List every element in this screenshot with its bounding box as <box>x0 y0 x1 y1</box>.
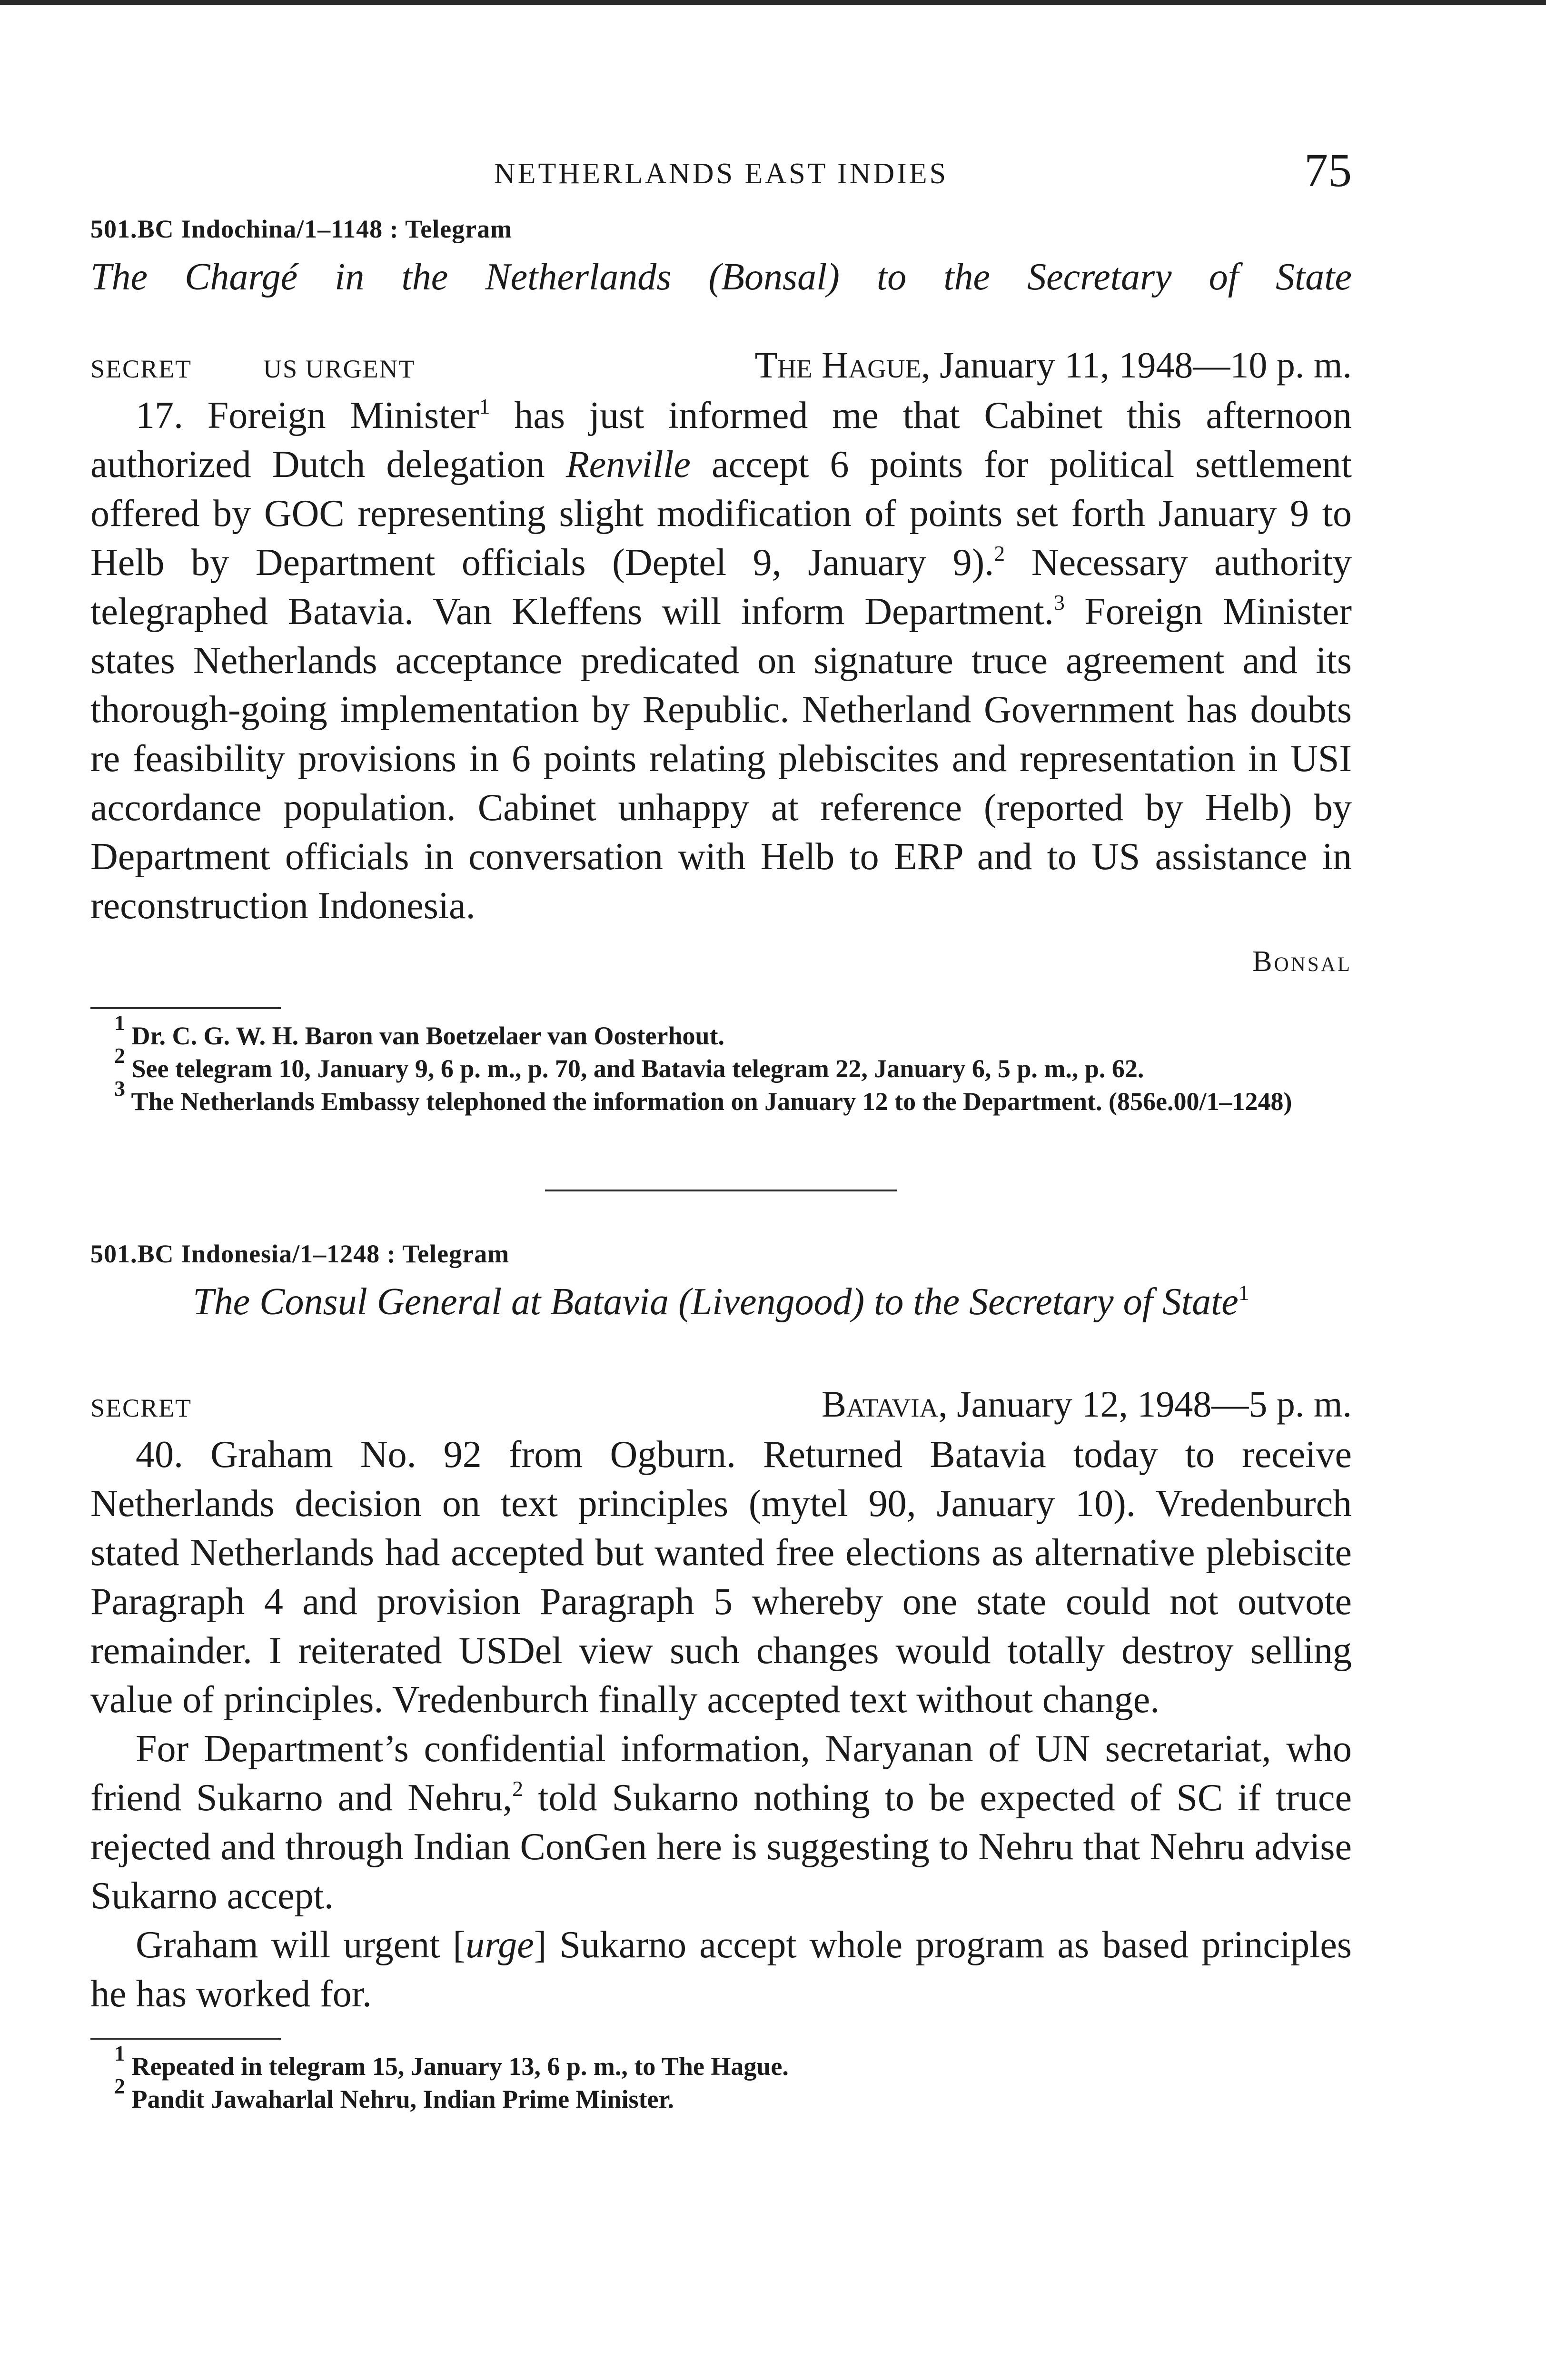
footnote-number: 3 <box>114 1076 125 1101</box>
running-header <box>90 133 1352 200</box>
footnote-number: 2 <box>114 1043 125 1068</box>
doc1-body-paragraph <box>90 391 1352 931</box>
doc2-file-reference: 501.BC Indonesia/1–1248 : Telegram <box>90 1240 510 1268</box>
doc2-body-paragraph-2 <box>90 1725 1352 1921</box>
footnote-separator <box>90 1007 281 1009</box>
doc2-date: , January 12, 1948—5 p. m. <box>938 1383 1352 1425</box>
doc2-body-paragraph-3 <box>90 1921 1352 2019</box>
doc1-footnotes <box>90 1011 1352 1118</box>
doc1-urgency: US URGENT <box>263 355 416 383</box>
ship-name: Renville <box>565 444 691 486</box>
footnote-number: 1 <box>114 2041 125 2065</box>
footnote <box>90 2074 1352 2116</box>
doc2-place: Batavia <box>822 1383 939 1425</box>
page-number: 75 <box>1304 144 1352 197</box>
doc2-body-text: Graham will urgent [ <box>136 1924 466 1966</box>
doc2-footnotes <box>90 2041 1352 2116</box>
top-edge-rule <box>0 0 1546 5</box>
doc2-dateline <box>822 1383 1352 1426</box>
doc2-body-text: told Sukarno nothing to be expected of SC if truce rejected and through Indian ConGen here is suggesting to Nehru that Nehru advise Sukarno accept. <box>90 1777 1352 1917</box>
footnote-number: 2 <box>114 2074 125 2098</box>
footnote-marker: 1 <box>1238 1280 1249 1305</box>
footnote-text: Pandit Jawaharlal Nehru, Indian Prime Minister. <box>125 2085 674 2113</box>
doc2-title <box>90 1278 1352 1326</box>
editorial-correction: urge <box>466 1924 534 1966</box>
doc1-dateline <box>755 344 1352 387</box>
doc1-classification: SECRET <box>90 355 192 383</box>
doc1-body-text: 17. Foreign Minister <box>136 395 479 436</box>
doc1-signature <box>90 945 1352 979</box>
doc1-file-reference: 501.BC Indochina/1–1148 : Telegram <box>90 215 513 243</box>
doc2-body-text: 40. Graham No. 92 from Ogburn. Returned Batavia today to receive Netherlands decision on text principles (mytel 90, January 10). Vredenburch stated Netherlands had accepted but wanted free elections as alternative plebiscite Paragraph 4 and provision Paragraph 5 whereby one state could not outvote remainder. I reiterated USDel view such changes would totally destroy selling value of principles. Vredenburch finally accepted text without change. <box>90 1434 1352 1721</box>
footnote-text: See telegram 10, January 9, 6 p. m., p. 70, and Batavia telegram 22, January 6, 5 p. m., p. 62. <box>125 1054 1144 1083</box>
running-title: NETHERLANDS EAST INDIES <box>494 158 949 190</box>
doc1-body-text: Necessary authority telegraphed Batavia. Van Kleffens will inform Department. <box>90 542 1352 633</box>
doc2-body-text: ] Sukarno accept whole program as based principles he has worked for. <box>90 1924 1352 2015</box>
doc1-body-text: has just informed me that Cabinet this afternoon authorized Dutch delegation <box>90 395 1352 486</box>
doc1-body-text: Foreign Minister states Netherlands acceptance predicated on signature truce agreement and its thorough-going implementation by Republic. Netherland Government has doubts re feasibility provisions in 6 points relating plebiscites and representation in USI accordance population. Cabinet unhappy at reference (reported by Helb) by Department officials in conversation with Helb to ERP and to US assistance in reconstruction Indonesia. <box>90 591 1352 927</box>
footnote <box>90 1043 1352 1085</box>
footnote-text: Repeated in telegram 15, January 13, 6 p. m., to The Hague. <box>125 2052 789 2081</box>
footnote-marker: 1 <box>479 394 490 418</box>
doc2-body-paragraph-1 <box>90 1430 1352 1725</box>
doc2-classification: SECRET <box>90 1394 192 1422</box>
footnote <box>90 1076 1352 1118</box>
footnote-text: Dr. C. G. W. H. Baron van Boetzelaer van Oosterhout. <box>125 1021 725 1050</box>
footnote-separator <box>90 2038 281 2040</box>
footnote-marker: 3 <box>1053 590 1065 615</box>
doc1-classification-line <box>90 344 1352 387</box>
doc1-signature-text: Bonsal <box>1252 945 1352 978</box>
footnote <box>90 2041 1352 2083</box>
document-page <box>90 133 1352 2116</box>
footnote-text: The Netherlands Embassy telephoned the information on January 12 to the Department. (856e.00/1–1248) <box>125 1087 1292 1116</box>
footnote-marker: 2 <box>512 1776 524 1801</box>
footnote <box>90 1011 1352 1052</box>
doc2-classification-line <box>90 1383 1352 1426</box>
doc2-body-text: For Department’s confidential information, Naryanan of UN secretariat, who friend Sukarno and Nehru, <box>90 1728 1352 1819</box>
doc1-body-text: accept 6 points for political settlement offered by GOC representing slight modification of points set forth January 9 to Helb by Department officials (Deptel 9, January 9). <box>90 444 1352 584</box>
doc1-date: , January 11, 1948—10 p. m. <box>921 344 1352 386</box>
doc1-place: The Hague <box>754 344 922 386</box>
footnote-number: 1 <box>114 1011 125 1035</box>
section-divider <box>545 1190 897 1191</box>
doc2-title-text: The Consul General at Batavia (Livengood) to the Secretary of State <box>193 1281 1239 1323</box>
doc1-title: The Chargé in the Netherlands (Bonsal) to the Secretary of State <box>90 256 1352 298</box>
footnote-marker: 2 <box>994 541 1005 565</box>
